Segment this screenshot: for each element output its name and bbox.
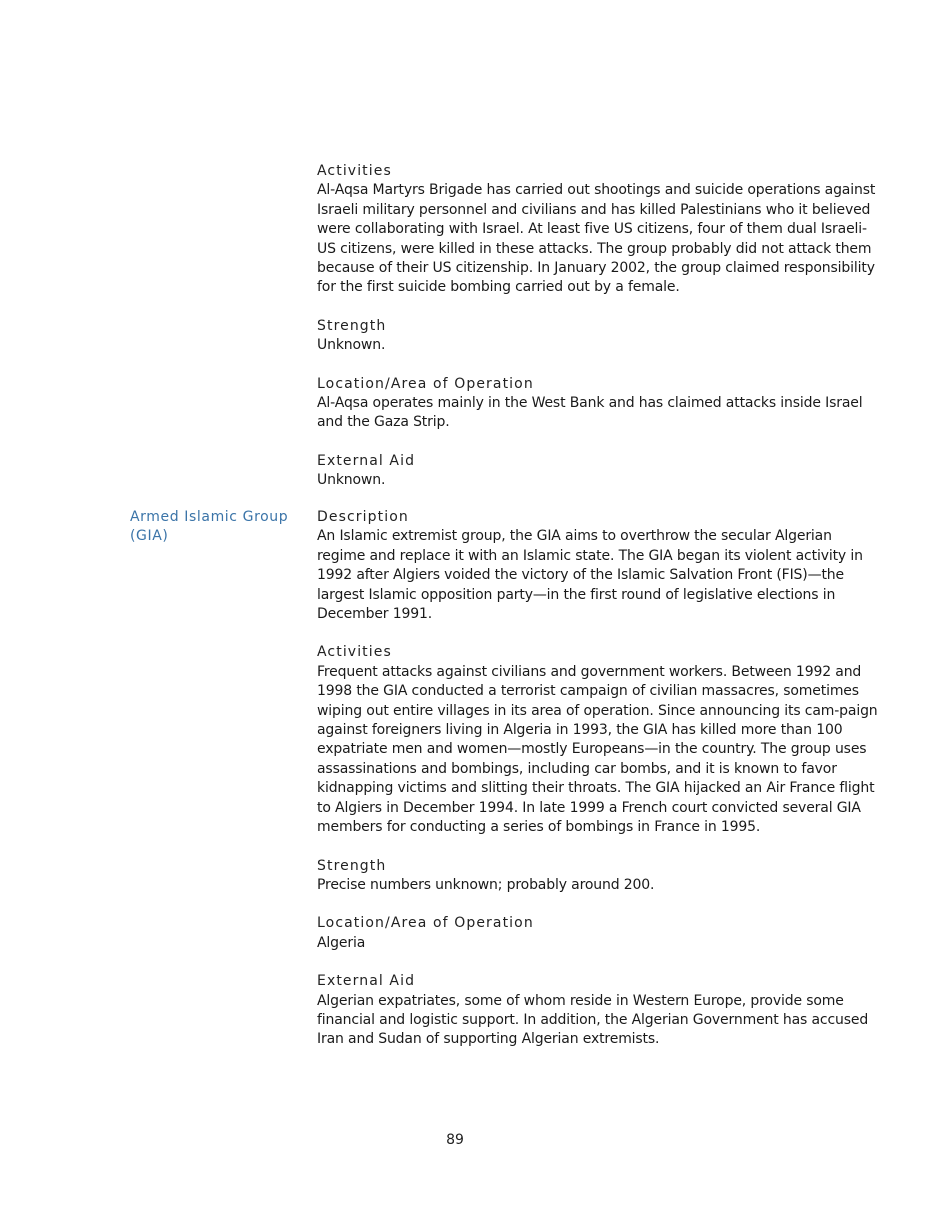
section-description (317, 508, 882, 624)
section-location (317, 914, 882, 953)
section-text: Unknown. (317, 337, 386, 354)
section-strength (317, 317, 882, 356)
section-external-aid (317, 452, 882, 491)
section-text: Frequent attacks against civilians and government workers. Between 1992 and 1998 the GIA conducted a terrorist campaign of civilian massacres, sometimes wiping out entire villages in its area of operation. Since announcing its cam-paign against foreigners living in Algeria in 1993, the GIA has killed more than 100 expatriate men and women—mostly Europeans—in the country. The group uses assassinations and bombings, including car bombs, and it is known to favor kidnapping victims and slitting their throats. The GIA hijacked an Air France flight to Algiers in December 1994. In late 1999 a French court convicted several GIA members for conducting a series of bombings in France in 1995. (317, 663, 878, 836)
section-heading: Location/Area of Operation (317, 915, 534, 932)
section-heading: Activities (317, 644, 392, 661)
entry-name-gia: Armed Islamic Group (GIA) (130, 509, 289, 545)
section-external-aid (317, 972, 882, 1050)
section-location (317, 375, 882, 433)
section-activities (317, 162, 882, 298)
section-text: An Islamic extremist group, the GIA aims to overthrow the secular Algerian regime and replace it with an Islamic state. The GIA began its violent activity in 1992 after Algiers voided the victory of the Islamic Salvation Front (FIS)—the largest Islamic opposition party—in the first round of legislative elections in December 1991. (317, 528, 863, 623)
section-heading: Description (317, 509, 409, 525)
section-text: Al-Aqsa Martyrs Brigade has carried out shootings and suicide operations against Israeli military personnel and civilians and has killed Palestinians who it believed were collaborating with Israel. At least five US citizens, four of them dual Israeli-US citizens, were killed in these attacks. The group probably did not attack them because of their US citizenship. In January 2002, the group claimed responsibility for the first suicide bombing carried out by a female. (317, 182, 876, 296)
section-heading: External Aid (317, 973, 416, 990)
section-heading: Strength (317, 317, 387, 334)
section-strength (317, 857, 882, 896)
section-text: Algerian expatriates, some of whom reside in Western Europe, provide some financial and logistic support. In addition, the Algerian Government has accused Iran and Sudan of supporting Algerian extremists. (317, 992, 869, 1048)
section-text: Unknown. (317, 472, 386, 489)
section-activities (317, 643, 882, 837)
section-heading: Strength (317, 857, 387, 874)
gia-entry (317, 508, 882, 1069)
section-heading: External Aid (317, 452, 416, 469)
section-text: Al-Aqsa operates mainly in the West Bank and has claimed attacks inside Israel and the Gaza Strip. (317, 395, 863, 431)
section-text: Algeria (317, 934, 366, 951)
continued-entry (317, 162, 882, 510)
section-text: Precise numbers unknown; probably around 200. (317, 876, 655, 893)
section-heading: Activities (317, 163, 392, 179)
section-heading: Location/Area of Operation (317, 375, 534, 392)
page-number: 89 (446, 1132, 464, 1148)
